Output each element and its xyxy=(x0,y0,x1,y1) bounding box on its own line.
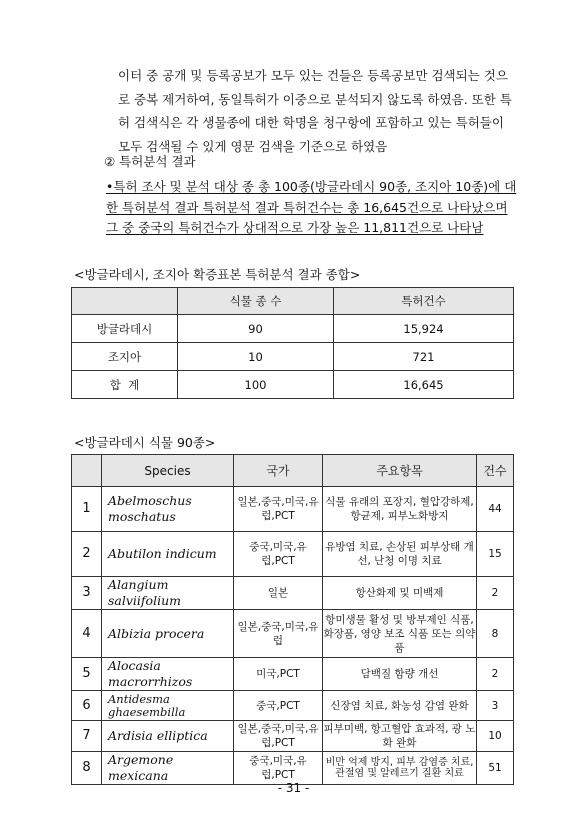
country-list: 중국,PCT xyxy=(234,691,323,721)
paragraph-line: 이터 중 공개 및 등록공보가 모두 있는 건들은 등록공보만 검색되는 것으 xyxy=(118,68,508,83)
table-row xyxy=(72,315,514,343)
row-number: 2 xyxy=(72,532,102,577)
species-name: Antidesma ghaesembilla xyxy=(102,691,234,721)
header-cell xyxy=(72,455,102,487)
summary-table xyxy=(71,287,514,399)
main-items: 피부미백, 항고혈압 효과적, 광 노화 완화 xyxy=(323,721,477,752)
species-count: 10 xyxy=(178,343,334,371)
patent-count: 721 xyxy=(334,343,514,371)
table-row xyxy=(72,721,514,752)
bullet-line: 한 특허분석 결과 특허분석 결과 특허건수는 총 16,645건으로 나타났으며 xyxy=(106,199,508,215)
patent-count: 10 xyxy=(477,721,514,752)
main-items: 비만 억제 방지, 피부 감염증 치료, 관절염 및 알레르기 질환 치료 xyxy=(323,752,477,785)
species-name: Ardisia elliptica xyxy=(102,721,234,752)
row-number: 4 xyxy=(72,610,102,658)
table-header-row xyxy=(72,455,514,487)
header-cell: Species xyxy=(102,455,234,487)
patent-count: 44 xyxy=(477,487,514,532)
country-list: 중국,미국,유럽,PCT xyxy=(234,752,323,785)
patent-count: 3 xyxy=(477,691,514,721)
country-list: 중국,미국,유럽,PCT xyxy=(234,532,323,577)
patent-count: 15 xyxy=(477,532,514,577)
country-list: 일본,중국,미국,유럽 xyxy=(234,610,323,658)
country-list: 일본 xyxy=(234,577,323,610)
result-bullet xyxy=(106,177,526,239)
main-items: 신장염 치료, 화농성 감염 완화 xyxy=(323,691,477,721)
table-header-row xyxy=(72,288,514,315)
table-row xyxy=(72,752,514,785)
page-number: - 31 - xyxy=(277,781,310,795)
main-items: 항미생물 활성 및 방부제인 식품, 화장품, 영양 보조 식품 또는 의약품 xyxy=(323,610,477,658)
bullet-line: 그 중 중국의 특허건수가 상대적으로 가장 높은 11,811건으로 나타남 xyxy=(106,220,484,235)
body-paragraph xyxy=(118,64,520,158)
header-cell: 식물 종 수 xyxy=(178,288,334,315)
patent-count: 2 xyxy=(477,577,514,610)
species-name: Alangium salviifolium xyxy=(102,577,234,610)
table-row xyxy=(72,343,514,371)
header-cell: 국가 xyxy=(234,455,323,487)
patent-count: 2 xyxy=(477,658,514,691)
patent-count: 15,924 xyxy=(334,315,514,343)
species-name: Abutilon indicum xyxy=(102,532,234,577)
species-name: Argemone mexicana xyxy=(102,752,234,785)
species-count: 100 xyxy=(178,371,334,399)
bullet-line: •특허 조사 및 분석 대상 종 총 100종(방글라데시 90종, 조지아 10종)에 대 xyxy=(106,179,517,194)
row-number: 6 xyxy=(72,691,102,721)
row-number: 8 xyxy=(72,752,102,785)
header-cell: 특허건수 xyxy=(334,288,514,315)
table-row xyxy=(72,610,514,658)
country-list: 일본,중국,미국,유럽,PCT xyxy=(234,487,323,532)
row-label: 조지아 xyxy=(72,343,178,371)
row-number: 1 xyxy=(72,487,102,532)
main-items: 유방염 치료, 손상된 피부상태 개선, 난청 이명 치료 xyxy=(323,532,477,577)
table-row xyxy=(72,487,514,532)
country-list: 미국,PCT xyxy=(234,658,323,691)
summary-table-caption: <방글라데시, 조지아 확증표본 특허분석 결과 종합> xyxy=(74,267,361,282)
species-count: 90 xyxy=(178,315,334,343)
header-cell: 건수 xyxy=(477,455,514,487)
patent-count: 16,645 xyxy=(334,371,514,399)
row-number: 3 xyxy=(72,577,102,610)
patent-count: 8 xyxy=(477,610,514,658)
species-table xyxy=(71,454,514,785)
row-number: 5 xyxy=(72,658,102,691)
row-label: 방글라데시 xyxy=(72,315,178,343)
paragraph-line: 허 검색식은 각 생물종에 대한 학명을 청구항에 포함하고 있는 특허들이 xyxy=(118,115,504,130)
section-heading: ② 특허분석 결과 xyxy=(104,154,196,169)
header-cell: 주요항목 xyxy=(323,455,477,487)
patent-count: 51 xyxy=(477,752,514,785)
main-items: 식물 유래의 포장지, 혈압강하제, 항균제, 피부노화방지 xyxy=(323,487,477,532)
row-number: 7 xyxy=(72,721,102,752)
paragraph-line: 모두 검색될 수 있게 영문 검색을 기준으로 하였음 xyxy=(118,138,388,154)
table-row xyxy=(72,371,514,399)
table-row xyxy=(72,532,514,577)
main-items: 항산화제 및 미백제 xyxy=(323,577,477,610)
country-list: 일본,중국,미국,유럽,PCT xyxy=(234,721,323,752)
species-name: Albizia procera xyxy=(102,610,234,658)
species-name: Abelmoschus moschatus xyxy=(102,487,234,532)
paragraph-line: 로 중복 제거하여, 동일특허가 이중으로 분석되지 않도록 하였음. 또한 특 xyxy=(118,91,512,107)
species-table-caption: <방글라데시 식물 90종> xyxy=(74,435,216,450)
row-label: 합 계 xyxy=(72,371,178,399)
species-name: Alocasia macrorrhizos xyxy=(102,658,234,691)
table-row xyxy=(72,577,514,610)
main-items: 담백질 함량 개선 xyxy=(323,658,477,691)
header-cell xyxy=(72,288,178,315)
table-row xyxy=(72,691,514,721)
table-row xyxy=(72,658,514,691)
